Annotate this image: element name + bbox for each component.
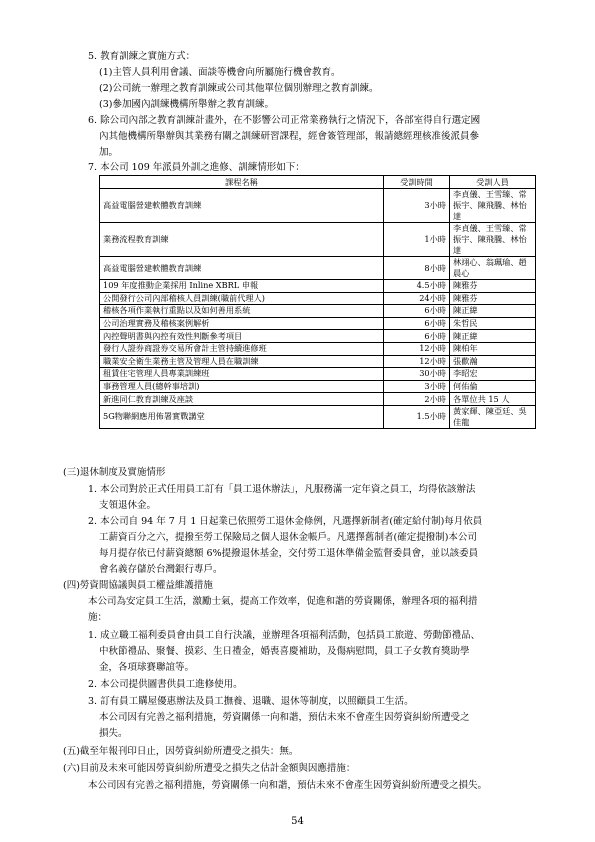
hours-cell: 1.5小時	[384, 405, 450, 428]
welfare-item2: 2. 本公司提供圖書供員工進修使用。	[88, 679, 243, 690]
hours-cell: 3小時	[384, 189, 450, 223]
welfare-item3-line2: 本公司因有完善之福利措施，勞資關係一向和諧，預估未來不會產生因勞資糾紛所遭受之	[99, 712, 470, 723]
retirement-item2-line4: 會名義存儲於台灣銀行專戶。	[99, 564, 223, 575]
page-number: 54	[291, 816, 304, 827]
training-method-3: (3)參加國內訓練機構所舉辦之教育訓練。	[99, 99, 274, 110]
retirement-item2-line3: 每月提存依已付薪資總額 6%提撥退休基金，交付勞工退休準備金監督委員會，並以該委員	[99, 548, 479, 559]
people-cell: 黃家輝、陳亞廷、吳佳龍	[450, 405, 536, 428]
welfare-item1-line3: 金，各項球賽聯誼等。	[99, 662, 195, 673]
hours-cell: 12小時	[384, 355, 450, 368]
table-row	[100, 305, 536, 318]
table-header-row	[100, 176, 536, 189]
table-row	[100, 380, 536, 393]
labor-relations-intro-line2: 施：	[88, 612, 108, 623]
people-cell: 陳柏年	[450, 342, 536, 355]
table-row	[100, 405, 536, 428]
retirement-item2-line2: 工薪資百分之六，提撥至勞工保險局之個人退休金帳戶。凡選擇舊制者(確定提撥制)本公司	[99, 532, 477, 543]
training-methods-heading: 5. 教育訓練之實施方式：	[88, 51, 196, 62]
table-row	[100, 330, 536, 343]
welfare-item3-line3: 損失。	[99, 728, 128, 739]
table-row	[100, 223, 536, 257]
external-training-para-line2: 內其他機構所舉辦與其業務有關之訓練研習課程，經會簽管理部，報請總經理核准後派員參	[99, 131, 480, 142]
hours-cell: 8小時	[384, 257, 450, 280]
course-cell: 租賃住宅管理人員專業訓練班	[100, 368, 384, 381]
people-cell: 張歡瀚	[450, 355, 536, 368]
course-cell: 業務流程教育訓練	[100, 223, 384, 257]
course-cell: 公司治理實務及稽核案例解析	[100, 317, 384, 330]
people-cell: 李貞儀、王雪臻、常振宇、陳飛騰、林怡達	[450, 223, 536, 257]
external-training-para-line1: 6. 除公司內部之教育訓練計畫外，在不影響公司正常業務執行之情況下，各部室得自行選定國	[88, 115, 481, 126]
training-table	[99, 175, 536, 429]
hours-cell: 6小時	[384, 305, 450, 318]
course-cell: 稽核各項作業執行重點以及如何善用系統	[100, 305, 384, 318]
people-cell: 朱哲民	[450, 317, 536, 330]
course-cell: 高益電腦營建軟體教育訓練	[100, 257, 384, 280]
table-row	[100, 189, 536, 223]
welfare-item1-line2: 中秋節禮品、聚餐、摸彩、生日禮金，婚喪喜慶補助，及傷病慰問，員工子女教育獎助學	[99, 646, 470, 657]
hours-cell: 2小時	[384, 393, 450, 406]
course-cell: 發行人證券商證券交易所會計主管持續進修班	[100, 342, 384, 355]
hours-cell: 1小時	[384, 223, 450, 257]
table-row	[100, 342, 536, 355]
retirement-item1-line1: 1. 本公司對於正式任用員工訂有「員工退休辦法」，凡服務滿一定年資之員工，均得依該辦法	[88, 484, 476, 495]
course-cell: 公開發行公司內部稽核人員訓練(職前代理人)	[100, 292, 384, 305]
table-row	[100, 355, 536, 368]
retirement-heading: (三)退休制度及實施情形	[63, 467, 166, 478]
table-row	[100, 368, 536, 381]
people-cell: 林翊心、翁珮瑜、趙晨心	[450, 257, 536, 280]
table-row	[100, 280, 536, 293]
course-cell: 高益電腦營建軟體教育訓練	[100, 189, 384, 223]
header-course: 課程名稱	[100, 176, 384, 189]
course-cell: 事務管理人員(總幹事培訓)	[100, 380, 384, 393]
training-table-caption: 7. 本公司 109 年派員外訓之進修、訓練情形如下：	[88, 162, 305, 173]
course-cell: 內控聲明書與內控有效性判斷參考項目	[100, 330, 384, 343]
people-cell: 陳正緯	[450, 330, 536, 343]
people-cell: 陳雅芬	[450, 292, 536, 305]
hours-cell: 4.5小時	[384, 280, 450, 293]
training-method-2: (2)公司統一辦理之教育訓練或公司其他單位個別辦理之教育訓練。	[99, 83, 379, 94]
header-hours: 受訓時間	[384, 176, 450, 189]
header-people: 受訓人員	[450, 176, 536, 189]
people-cell: 各單位共 15 人	[450, 393, 536, 406]
hours-cell: 24小時	[384, 292, 450, 305]
external-training-para-line3: 加。	[99, 147, 119, 158]
retirement-item2-line1: 2. 本公司自 94 年 7 月 1 日起業已依照勞工退休金條例，凡選擇新制者(確定給付制)每月依員	[88, 516, 483, 527]
course-cell: 新進同仁教育訓練及座談	[100, 393, 384, 406]
hours-cell: 6小時	[384, 330, 450, 343]
people-cell: 陳雅芬	[450, 280, 536, 293]
table-row	[100, 292, 536, 305]
training-method-1: (1)主管人員利用會議、面談等機會向所屬施行機會教育。	[99, 67, 341, 78]
labor-dispute-loss-line: (五)截至年報刊印日止，因勞資糾紛所遭受之損失：無。	[63, 746, 299, 757]
future-loss-text: 本公司因有完善之福利措施，勞資關係一向和諧，預估未來不會產生因勞資糾紛所遭受之損失。	[88, 780, 488, 791]
people-cell: 李昭宏	[450, 368, 536, 381]
people-cell: 何佑倫	[450, 380, 536, 393]
hours-cell: 30小時	[384, 368, 450, 381]
hours-cell: 6小時	[384, 317, 450, 330]
course-cell: 5G物聯網應用佈署實戰講堂	[100, 405, 384, 428]
labor-relations-intro-line1: 本公司為安定員工生活，激勵士氣，提高工作效率，促進和諧的勞資關係，辦理各項的福利措	[88, 596, 478, 607]
people-cell: 李貞儀、王雪臻、常振宇、陳飛騰、林怡達	[450, 189, 536, 223]
welfare-item3-line1: 3. 訂有員工購屋優惠辦法及員工撫養、退職、退休等制度，以照顧員工生活。	[88, 696, 414, 707]
welfare-item1-line1: 1. 成立職工福利委員會由員工自行決議，並辦理各項福利活動，包括員工旅遊、勞動節禮品、	[88, 630, 481, 641]
table-row	[100, 393, 536, 406]
people-cell: 陳正緯	[450, 305, 536, 318]
future-loss-heading: (六)目前及未來可能因勞資糾紛所遭受之損失之估計金額與因應措施：	[63, 763, 356, 774]
course-cell: 職業安全衛生業務主管及管理人員在職訓練	[100, 355, 384, 368]
table-row	[100, 317, 536, 330]
table-row	[100, 257, 536, 280]
retirement-item1-line2: 支領退休金。	[99, 500, 157, 511]
course-cell: 109 年度推動企業採用 Inline XBRL 申報	[100, 280, 384, 293]
hours-cell: 12小時	[384, 342, 450, 355]
hours-cell: 3小時	[384, 380, 450, 393]
labor-relations-heading: (四)勞資間協議與員工權益維護措施	[63, 580, 213, 591]
